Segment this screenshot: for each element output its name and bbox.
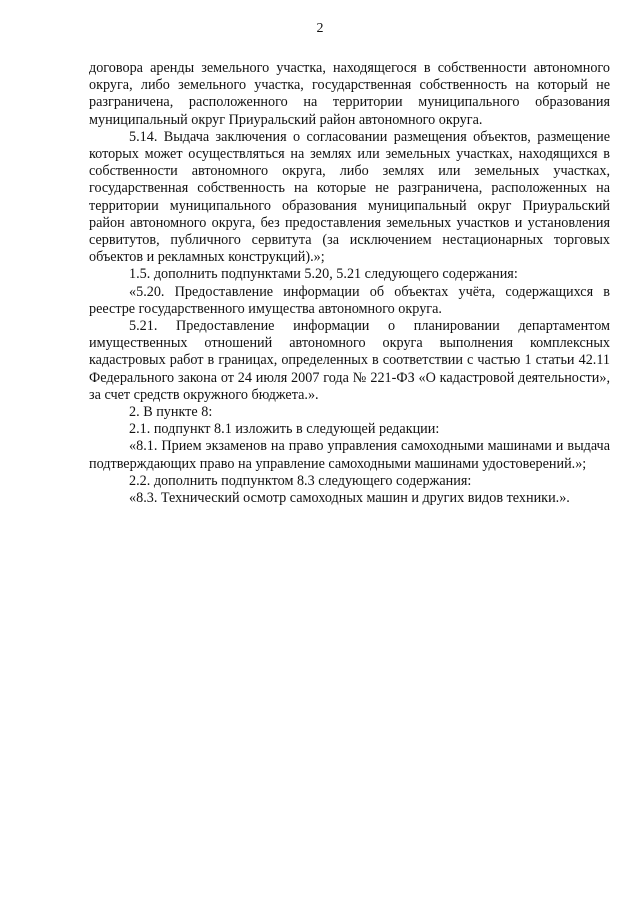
paragraph-continuation: договора аренды земельного участка, находящегося в собственности автономного округа, либо земельного участка, государственная собственность на который не разграничена, расположенного на территории муниципального образования муниципальный округ Приуральский район автономного округа. bbox=[89, 60, 610, 128]
document-body bbox=[89, 60, 610, 507]
paragraph-8-3: «8.3. Технический осмотр самоходных машин и других видов техники.». bbox=[129, 490, 570, 507]
paragraph-5-14: 5.14. Выдача заключения о согласовании размещения объектов, размещение которых может осуществляться на землях или земельных участках, находящихся в собственности автономного округа, либо землях или земельных участках, государственная собственность на которые не разграничена, расположенных на территории муниципального образования муниципальный округ Приуральский район автономного округа, без предоставления земельных участков и установления сервитутов, публичного сервитута (за исключением нестационарных торговых объектов и рекламных конструкций).»; bbox=[89, 128, 610, 266]
page-number: 2 bbox=[316, 21, 324, 36]
paragraph-5-20: «5.20. Предоставление информации об объектах учёта, содержащихся в реестре государственного имущества автономного округа. bbox=[89, 283, 610, 317]
paragraph-5-21: 5.21. Предоставление информации о планировании департаментом имущественных отношений автономного округа выполнения комплексных кадастровых работ в границах, определенных в соответствии с частью 1 статьи 42.11 Федерального закона от 24 июля 2007 года № 221-ФЗ «О кадастровой деятельности», за счет средств окружного бюджета.». bbox=[89, 318, 610, 403]
paragraph-8-1: «8.1. Прием экзаменов на право управления самоходными машинами и выдача подтверждающих право на управление самоходными машинами удостоверений.»; bbox=[89, 438, 610, 472]
paragraph-2-2: 2.2. дополнить подпунктом 8.3 следующего содержания: bbox=[129, 472, 472, 489]
paragraph-2: 2. В пункте 8: bbox=[129, 404, 213, 421]
paragraph-2-1: 2.1. подпункт 8.1 изложить в следующей редакции: bbox=[129, 421, 440, 438]
paragraph-1-5: 1.5. дополнить подпунктами 5.20, 5.21 следующего содержания: bbox=[129, 266, 518, 283]
